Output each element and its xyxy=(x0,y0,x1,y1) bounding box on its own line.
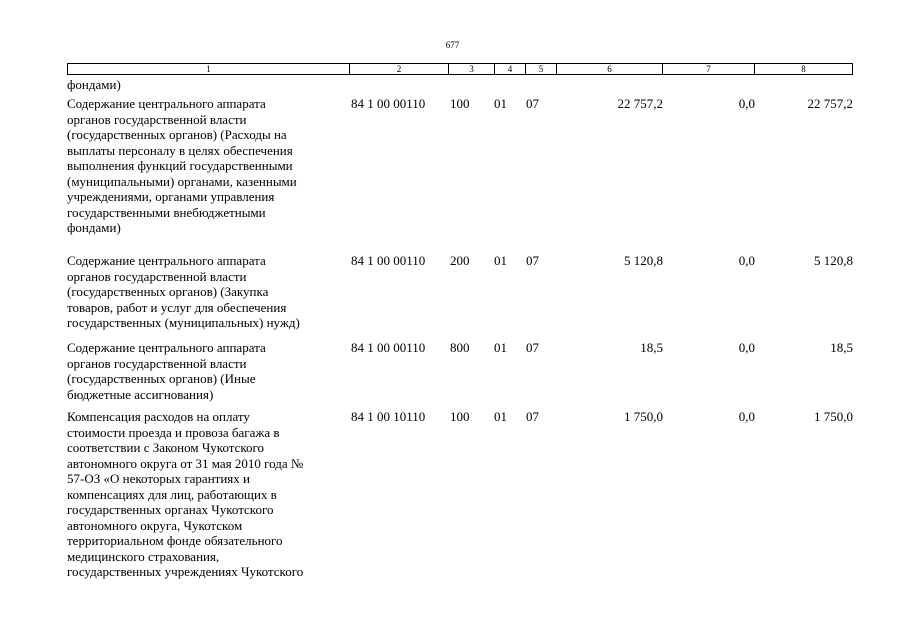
amount-col-6: 22 757,2 xyxy=(617,96,663,111)
amount-col-8: 22 757,2 xyxy=(807,96,853,111)
expense-type-code: 200 xyxy=(450,253,470,268)
amount-col-6: 18,5 xyxy=(640,340,663,355)
page-number: 677 xyxy=(445,40,460,50)
amount-col-7: 0,0 xyxy=(738,253,755,268)
section-code: 01 xyxy=(494,340,507,355)
subsection-code: 07 xyxy=(526,96,539,111)
subsection-code: 07 xyxy=(526,409,539,424)
amount-col-7: 0,0 xyxy=(738,340,755,355)
header-col-5: 5 xyxy=(526,64,557,74)
target-article-code: 84 1 00 10110 xyxy=(351,409,426,424)
header-col-3: 3 xyxy=(449,64,495,74)
header-col-4: 4 xyxy=(495,64,526,74)
header-col-2: 2 xyxy=(350,64,449,74)
expense-name: фондами) xyxy=(67,77,121,92)
target-article-code: 84 1 00 00110 xyxy=(351,96,426,111)
section-code: 01 xyxy=(494,409,507,424)
expense-type-code: 100 xyxy=(450,409,470,424)
expense-name: Содержание центрального аппарата органов государственной власти (государственных органов) (Закупка товаров, работ и услуг для обеспечения государственных (муниципальных) нужд) xyxy=(67,253,300,330)
amount-col-7: 0,0 xyxy=(738,96,755,111)
header-col-8: 8 xyxy=(801,64,806,74)
amount-col-6: 5 120,8 xyxy=(624,253,663,268)
subsection-code: 07 xyxy=(526,253,539,268)
target-article-code: 84 1 00 00110 xyxy=(351,340,426,355)
section-code: 01 xyxy=(494,253,507,268)
expense-name: Содержание центрального аппарата органов государственной власти (государственных органов) (Иные бюджетные ассигнования) xyxy=(67,340,266,402)
amount-col-8: 18,5 xyxy=(830,340,853,355)
header-col-7: 7 xyxy=(663,64,755,74)
expense-type-code: 800 xyxy=(450,340,470,355)
amount-col-8: 5 120,8 xyxy=(814,253,853,268)
amount-col-7: 0,0 xyxy=(738,409,755,424)
expense-type-code: 100 xyxy=(450,96,470,111)
subsection-code: 07 xyxy=(526,340,539,355)
header-col-6: 6 xyxy=(557,64,663,74)
target-article-code: 84 1 00 00110 xyxy=(351,253,426,268)
amount-col-8: 1 750,0 xyxy=(814,409,853,424)
table-header-row xyxy=(67,63,853,75)
expense-name: Содержание центрального аппарата органов государственной власти (государственных органов) (Расходы на выплаты персоналу в целях обеспечения выполнения функций государственными (муниципальными) органами, казенными учреждениями, органами управления государственными внебюджетными фондами) xyxy=(67,96,297,235)
header-col-1: 1 xyxy=(68,64,350,74)
expense-name: Компенсация расходов на оплату стоимости проезда и провоза багажа в соответствии с Законом Чукотского автономного округа от 31 мая 2010 года № 57-ОЗ «О некоторых гарантиях и компенсациях для лиц, работающих в государственных органах Чукотского автономного округа, Чукотском территориальном фонде обязательного медицинского страхования, государственных учреждениях Чукотского xyxy=(67,409,304,579)
section-code: 01 xyxy=(494,96,507,111)
amount-col-6: 1 750,0 xyxy=(624,409,663,424)
